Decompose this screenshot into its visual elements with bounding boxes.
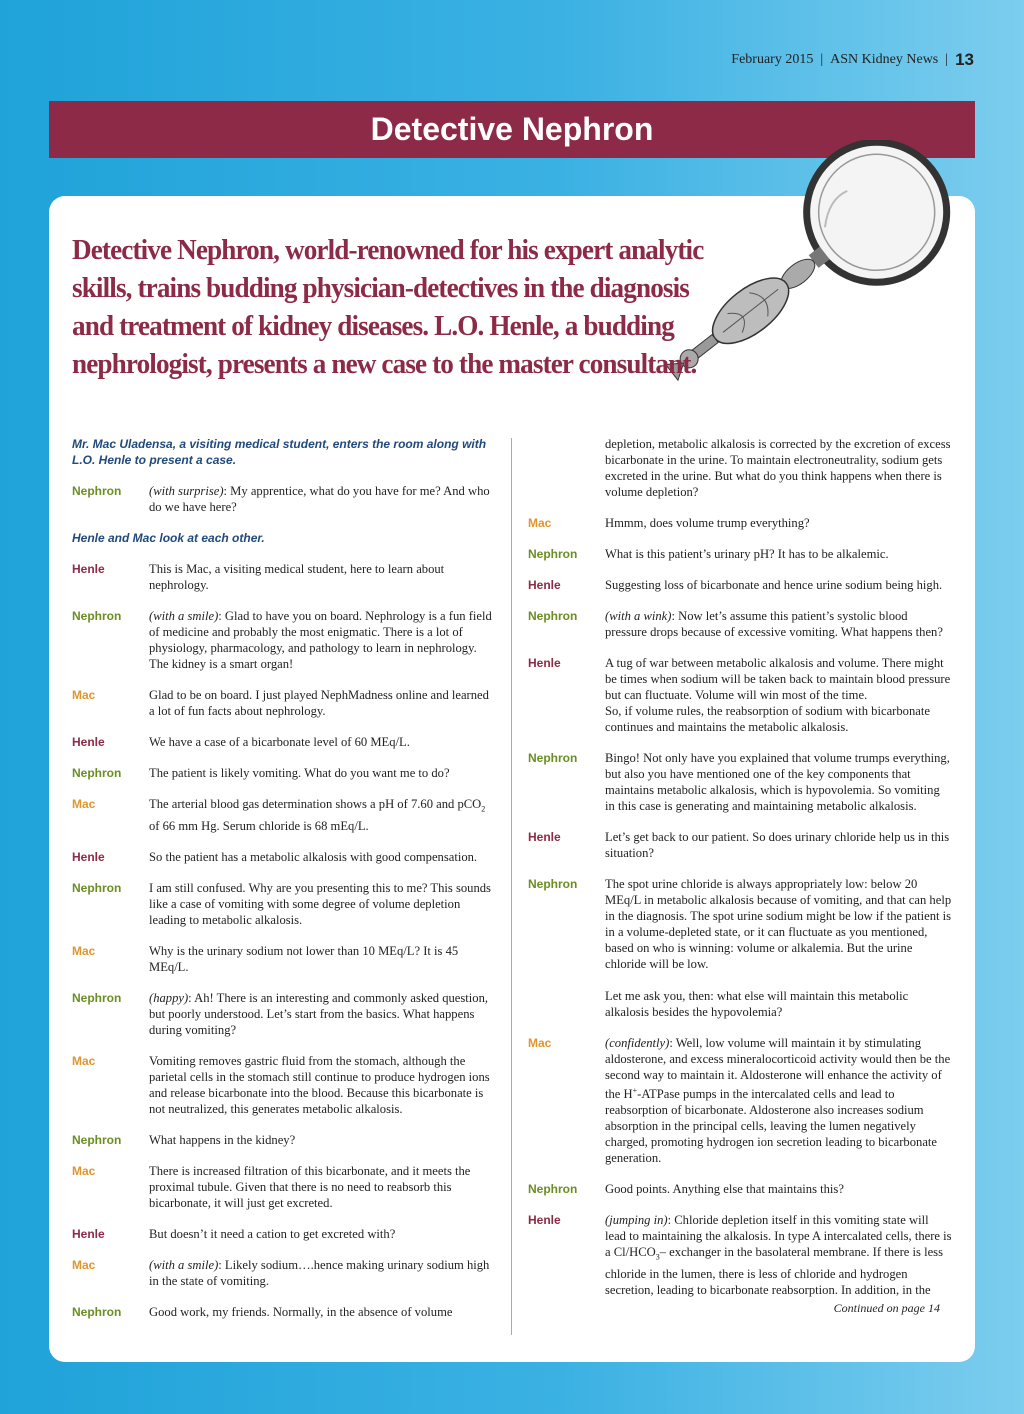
dialogue-line [72,943,497,975]
dialogue-text: What is this patient’s urinary pH? It has to be alkalemic. [605,547,889,561]
speaker: Mac [72,1053,96,1068]
stage-direction: Henle and Mac look at each other. [72,531,265,545]
dialogue-line [72,849,497,865]
dialogue-line [528,608,952,640]
dialogue-line [72,608,497,672]
dialogue-text: Let’s get back to our patient. So does urinary chloride help us in this situation? [605,830,950,860]
speaker: Nephron [72,609,122,623]
dialogue-text: The spot urine chloride is always appropriately low: below 20 MEq/L in metabolic alkalosis because of vomiting, and that can help in the diagnosis. The spot urine sodium might be low if the patient is in a volume-depleted state, or it can fluctuate as you mentioned, based on who is winning: volume or alkalemia. But the urine chloride will be low. [605,877,952,971]
dialogue-text: Bingo! Not only have you explained that volume trumps everything, but also you have mentioned one of the key components that maintains metabolic alkalosis, which is hypovolemia. So vomiting in this case is generating and maintaining metabolic alkalosis. [605,751,950,813]
dialogue-line [72,990,497,1038]
speaker: Nephron [72,484,122,498]
speaker: Mac [72,943,96,958]
publication-name: ASN Kidney News [830,52,939,67]
dialogue-text: Glad to be on board. I just played NephMadness online and learned a lot of fun facts about nephrology. [149,688,489,718]
speaker: Mac [528,516,552,530]
speaker: Henle [72,1226,105,1241]
stage-direction: Mr. Mac Uladensa, a visiting medical student, enters the room along with L.O. Henle to present a case. [72,437,487,467]
stage-note: (with a smile) [149,1257,219,1272]
speaker: Henle [72,735,105,749]
issue-date: February 2015 [731,52,814,67]
dialogue-line: Henle (jumping in): Chloride depletion itself in this vomiting state will lead to maintaining the alkalosis. In type A intercalated cells, there is a $Cl/HCO_3-$ exchanger in the basolateral membrane. If there is less chloride in the lumen, there is less of chloride and hydrogen secretion, leading to bicarbonate reabsorption. In addition, in the [528,1213,952,1297]
intro-paragraph: Detective Nephron, world-renowned for his expert analytic skills, trains budding physician-detectives in the diagnosis and treatment of kidney diseases. L.O. Henle, a budding nephrologist, presents a new case to the master consultant. [72,235,704,380]
dialogue-text: : Likely sodium….hence making urinary sodium high in the state of vomiting. [149,1257,490,1288]
dialogue-line [528,750,952,814]
dialogue-text: Vomiting removes gastric fluid from the stomach, although the parietal cells in the stomach still continue to produce hydrogen ions and release bicarbonate into the blood. Because this bicarbonate is not neutralized, this generates metabolic alkalosis. [149,1053,490,1116]
dialogue-line [528,515,952,531]
dialogue-text: There is increased filtration of this bicarbonate, and it meets the proximal tubule. Given that there is no need to reabsorb this bicarbonate, it will just get excreted. [149,1163,471,1210]
dialogue-text: Suggesting loss of bicarbonate and hence urine sodium being high. [605,578,943,592]
dialogue-text: Why is the urinary sodium not lower than 10 MEq/L? It is 45 MEq/L. [149,943,459,974]
dialogue-line [72,483,497,515]
speaker: Nephron [72,880,122,895]
dialogue-line [528,577,952,593]
stage-note: (confidently) [605,1036,670,1050]
dialogue-text: So, if volume rules, the reabsorption of sodium with bicarbonate continues and maintains the metabolic alkalosis. [605,704,930,734]
column-divider [511,438,512,1335]
dialogue-line [528,1181,952,1197]
speaker: Nephron [528,609,578,623]
dialogue-text: This is Mac, a visiting medical student, here to learn about nephrology. [149,562,445,592]
dialogue-text: The patient is likely vomiting. What do you want me to do? [149,766,450,780]
stage-note: (jumping in) [605,1213,668,1228]
dialogue-text: But doesn’t it need a cation to get excreted with? [149,1226,396,1241]
dialogue-line [528,436,952,500]
dialogue-text: : Glad to have you on board. Nephrology is a fun field of medicine and probably the most enigmatic. There is a lot of physiology, pharmacology, and pathology to learn in nephrology. The kidney is a smart organ! [149,609,492,671]
speaker: Nephron [72,1132,122,1147]
speaker: Henle [528,656,561,670]
dialogue-line [72,1132,497,1148]
speaker: Nephron [72,990,122,1005]
dialogue-text: : Now let’s assume this patient’s systolic blood pressure drops because of excessive vomiting. What happens then? [605,609,943,639]
speaker: Nephron [528,1182,578,1197]
speaker: Mac [72,797,96,811]
dialogue-line [528,876,952,1020]
dialogue-text: A tug of war between metabolic alkalosis and volume. There might be times when sodium will be taken back to maintain blood pressure but can fluctuate. Volume will win most of the time. [605,656,951,702]
stage-note: (happy) [149,990,189,1005]
dialogue-line [528,546,952,562]
left-column [72,436,497,1335]
dialogue-line [72,1163,497,1211]
page-number: 13 [955,50,974,69]
continued-note: Continued on page 14 [833,1300,940,1315]
dialogue-line [528,829,952,861]
dialogue-line [72,1304,497,1320]
dialogue-line [72,561,497,593]
dialogue-line [72,1226,497,1242]
dialogue-text: Good points. Anything else that maintains this? [605,1182,844,1197]
page-title: Detective Nephron [49,101,975,158]
speaker: Mac [72,1163,96,1178]
dialogue-line [72,1257,497,1289]
dialogue-line: Mac (confidently): Well, low volume will maintain it by stimulating aldosterone, and excess mineralocorticoid activity would then be the second way to maintain it. Aldosterone will enhance the activity of the H+-ATPase pumps in the intercalated cells and lead to reabsorption of bicarbonate. Aldosterone also increases sodium absorption in the principal cells, leaving the lumen negatively charged, promoting hydrogen ion secretion leading to bicarbonate generation. [528,1036,951,1166]
folio: February 2015 | ASN Kidney News | 13 [731,50,974,69]
dialogue-text: We have a case of a bicarbonate level of 60 MEq/L. [149,735,410,749]
speaker: Nephron [528,547,578,561]
speaker: Nephron [72,1304,122,1319]
dialogue-text: What happens in the kidney? [149,1132,296,1147]
speaker: Nephron [72,766,122,780]
speaker: Nephron [528,751,578,765]
speaker: Mac [72,688,96,702]
dialogue-text: Let me ask you, then: what else will maintain this metabolic alkalosis besides the hypovolemia? [605,989,909,1019]
speaker: Henle [528,830,561,844]
dialogue-line [72,734,497,750]
stage-note: (with surprise) [149,484,224,498]
stage-note: (with a smile) [149,609,219,623]
dialogue-line [72,687,497,719]
dialogue-text: So the patient has a metabolic alkalosis with good compensation. [149,849,478,864]
dialogue-line [72,765,497,781]
speaker: Mac [528,1036,552,1050]
dialogue-text: depletion, metabolic alkalosis is corrected by the excretion of excess bicarbonate in the urine. To maintain electroneutrality, sodium gets excreted in the urine. But what do you think happens when there is volume depletion? [605,437,951,499]
dialogue-text: Hmmm, does volume trump everything? [605,516,810,530]
dialogue-line [72,880,497,928]
dialogue-text: : My apprentice, what do you have for me? And who do we have here? [149,484,490,514]
dialogue-text: Good work, my friends. Normally, in the absence of volume [149,1304,453,1319]
dialogue-line: Mac The arterial blood gas determination shows a pH of 7.60 and pCO$_2$ of 66 mm Hg. Serum chloride is 68 mEq/L. [72,797,486,833]
dialogue-line [528,655,952,735]
speaker: Henle [72,562,105,576]
speaker: Mac [72,1257,96,1272]
speaker: Henle [72,849,105,864]
dialogue-line [72,1053,497,1117]
speaker: Henle [528,1213,561,1228]
stage-note: (with a wink) [605,609,672,623]
speaker: Henle [528,578,561,592]
right-column [528,436,952,1316]
speaker: Nephron [528,877,578,891]
dialogue-text: : Ah! There is an interesting and commonly asked question, but poorly understood. Let’s start from the basics. What happens during vomiting? [149,990,489,1037]
dialogue-text: I am still confused. Why are you presenting this to me? This sounds like a case of vomiting with some degree of volume depletion leading to metabolic alkalosis. [149,880,491,927]
